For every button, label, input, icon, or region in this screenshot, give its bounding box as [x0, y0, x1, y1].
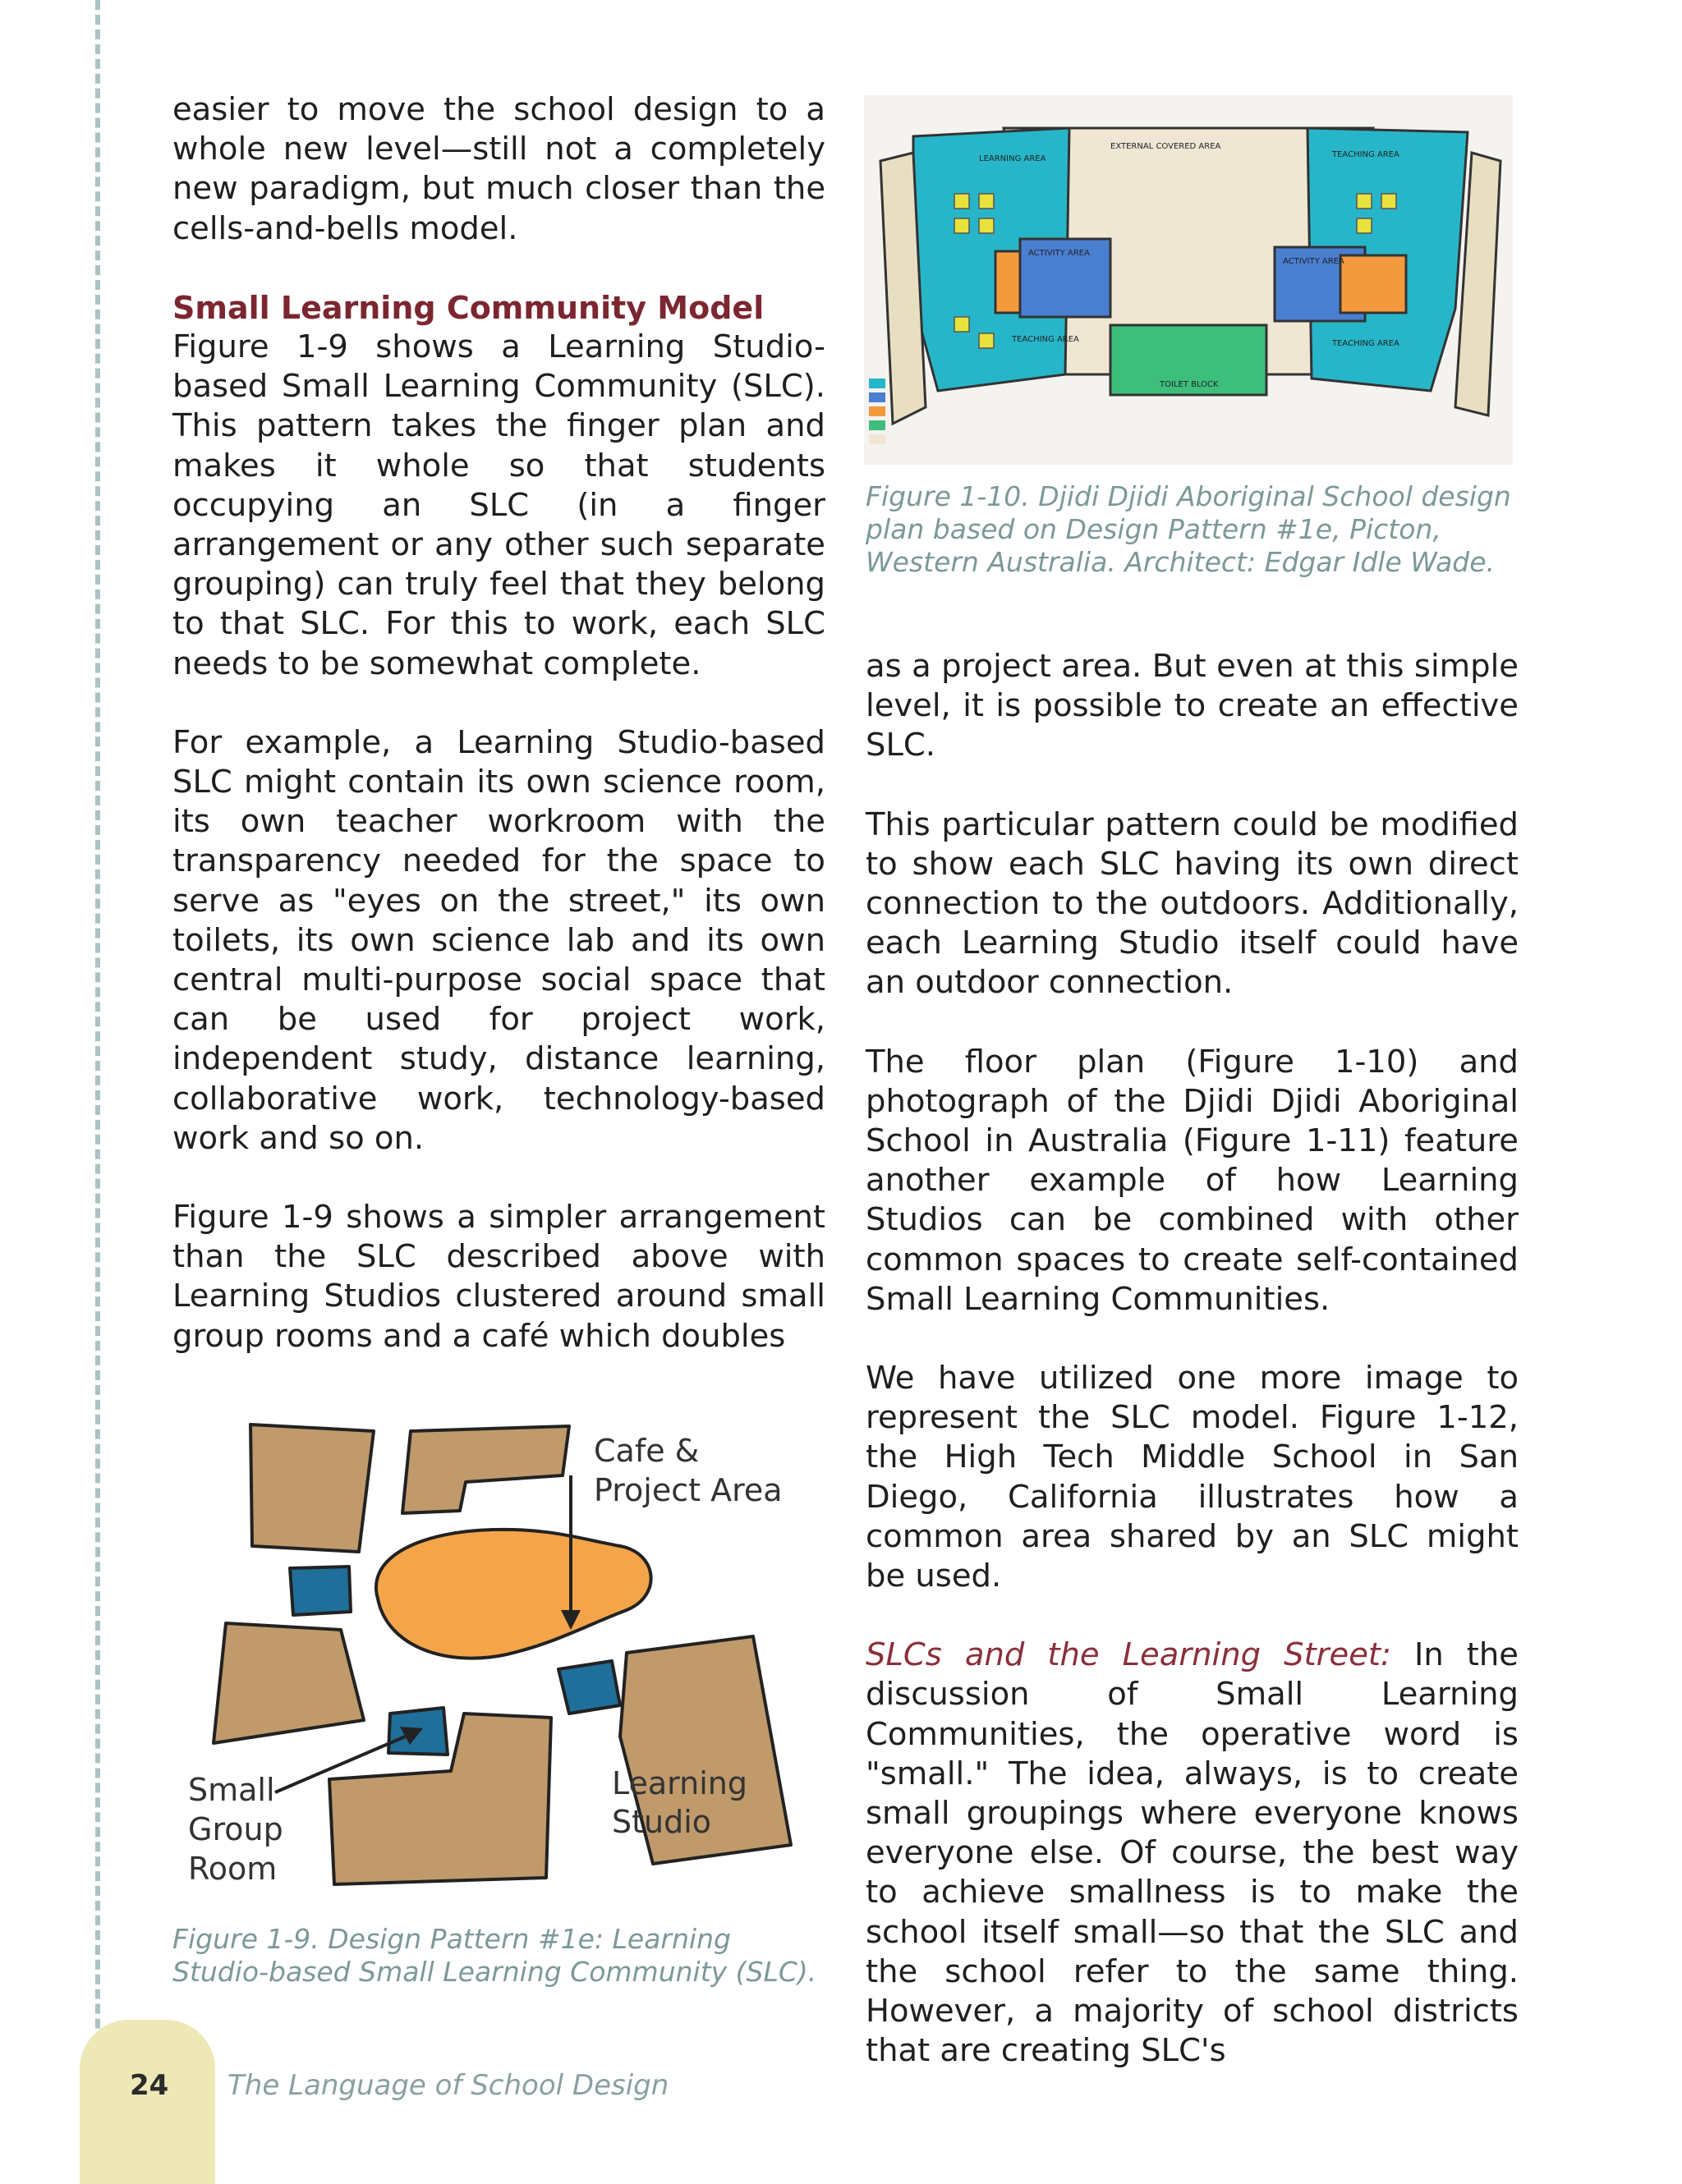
paragraph-lead-in: SLCs and the Learning Street:	[866, 1636, 1391, 1674]
body-paragraph: as a project area. But even at this simple level, it is possible to create an effective SLC.	[866, 648, 1519, 764]
page-number: 24	[130, 2069, 169, 2102]
left-column	[172, 90, 825, 1356]
learning-studio-shape	[250, 1425, 374, 1552]
figure-1-9	[177, 1408, 817, 1901]
cafe-project-area-shape	[376, 1530, 651, 1659]
floor-plan	[864, 95, 1513, 465]
figure-caption: Figure 1-10. Djidi Djidi Aboriginal School design plan based on Design Pattern #1e, Picton, Western Australia. Architect: Edgar Idle Wade.	[866, 480, 1511, 578]
body-paragraph: Figure 1-9 shows a Learning Studio-based Small Learning Community (SLC). This pattern takes the finger plan and makes it whole so that students occupying an SLC (in a finger arrangement or any other such separate grouping) can truly feel that they belong to that SLC. For this to work, each SLC needs to be somewhat complete.	[172, 328, 825, 682]
body-paragraph: easier to move the school design to a whole new level—still not a completely new paradigm, but much closer than the cells-and-bells model.	[172, 91, 825, 247]
paragraph-body: In the discussion of Small Learning Communities, the operative word is "small." The idea, always, is to create small groupings where everyone knows everyone else. Of course, the best way to achieve smallness is to make the school itself small—so that the SLC and the school refer to the same thing. However, a majority of school districts that are creating SLC's	[866, 1636, 1519, 2070]
right-column	[866, 647, 1519, 2072]
plan-label-toilet: TOILET BLOCK	[1160, 380, 1219, 389]
section-heading: Small Learning Community Model	[172, 289, 765, 326]
group-room-shape	[290, 1567, 351, 1615]
body-paragraph	[866, 1636, 1519, 2071]
legend	[869, 379, 885, 444]
label-cafe-line-2: Project Area	[594, 1472, 783, 1508]
plan-label-external: EXTERNAL COVERED AREA	[1110, 142, 1221, 151]
learning-studio-shape	[402, 1426, 569, 1513]
margin-dashed-rule	[95, 0, 100, 2176]
figure-1-9-caption-block	[172, 1923, 821, 1989]
body-paragraph: This particular pattern could be modified to show each SLC having its own direct connection to the outdoors. Additionally, each Learning Studio itself could have an outdoor connection.	[866, 805, 1519, 1002]
plan-label-teaching: TEACHING AREA	[1332, 339, 1399, 348]
plan-label-teaching: TEACHING AREA	[1332, 150, 1399, 159]
label-learning-line-2: Studio	[612, 1804, 712, 1840]
group-room-shape	[558, 1661, 620, 1714]
slc-diagram	[177, 1408, 817, 1901]
learning-studio-shape	[214, 1623, 364, 1743]
plan-label-activity: ACTIVITY AREA	[1283, 257, 1344, 266]
body-paragraph: For example, a Learning Studio-based SLC might contain its own science room, its own teacher workroom with the transparency needed for the space to serve as "eyes on the street," its own toilets, its own science lab and its own central multi-purpose social space that can be used for project work, independent study, distance learning, collaborative work, technology-based work and so on.	[172, 723, 825, 1157]
body-paragraph: The floor plan (Figure 1-10) and photograph of the Djidi Djidi Aboriginal School in Australia (Figure 1-11) feature another example of how Learning Studios can be combined with other common spaces to create self-contained Small Learning Communities.	[866, 1043, 1519, 1318]
label-small-line-1: Small	[188, 1772, 275, 1808]
label-small-line-3: Room	[188, 1851, 278, 1887]
figure-caption: Figure 1-9. Design Pattern #1e: Learning Studio-based Small Learning Community (SLC).	[172, 1923, 817, 1988]
plan-label-learning: LEARNING AREA	[979, 154, 1046, 163]
running-title: The Language of School Design	[227, 2069, 669, 2102]
label-cafe-line-1: Cafe &	[594, 1433, 700, 1469]
figure-1-10-caption-block	[866, 480, 1514, 579]
figure-1-10	[864, 95, 1513, 465]
plan-label-teaching: TEACHING AREA	[1012, 335, 1079, 344]
body-paragraph: Figure 1-9 shows a simpler arrangement than the SLC described above with Learning Studios clustered around small group rooms and a café which doubles	[172, 1199, 825, 1355]
label-small-line-2: Group	[188, 1811, 283, 1847]
label-learning-line-1: Learning	[612, 1765, 747, 1801]
body-paragraph: We have utilized one more image to represent the SLC model. Figure 1-12, the High Tech Middle School in San Diego, California illustrates how a common area shared by an SLC might be used.	[866, 1360, 1519, 1595]
page-number-tab	[80, 2020, 215, 2184]
plan-label-activity: ACTIVITY AREA	[1028, 249, 1090, 258]
